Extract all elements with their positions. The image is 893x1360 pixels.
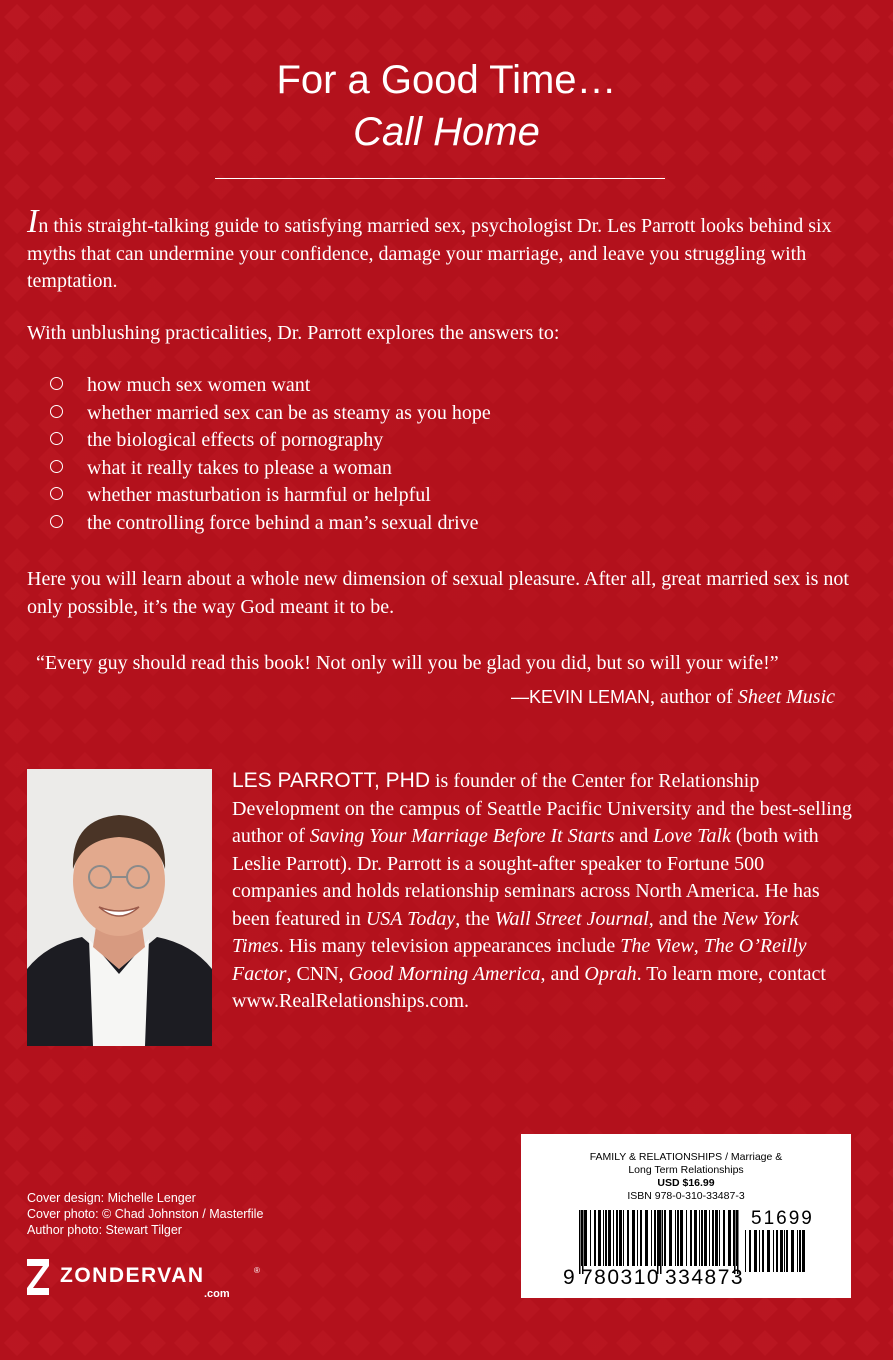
closing-paragraph: Here you will learn about a whole new dimension of sexual pleasure. After all, great married sex is not only possible, it’s the way God meant it to be. bbox=[27, 568, 849, 618]
circle-bullet-icon bbox=[50, 460, 63, 473]
list-item: what it really takes to please a woman bbox=[50, 455, 750, 483]
circle-bullet-icon bbox=[50, 377, 63, 390]
zondervan-mark-icon bbox=[27, 1259, 49, 1295]
price-addon-digits: 51699 bbox=[751, 1208, 814, 1229]
lead-paragraph: With unblushing practicalities, Dr. Parrott explores the answers to: bbox=[27, 322, 560, 344]
cover-credits bbox=[27, 1190, 263, 1238]
headline-divider bbox=[215, 178, 665, 179]
barcode-panel bbox=[521, 1134, 851, 1298]
author-portrait-illustration bbox=[27, 769, 212, 1046]
intro-text: n this straight-talking guide to satisfying married sex, psychologist Dr. Les Parrott looks behind six myths that can undermine your confidence, damage your marriage, and leave you struggling with temptation. bbox=[27, 215, 832, 292]
author-photo bbox=[27, 769, 212, 1046]
list-item: how much sex women want bbox=[50, 372, 750, 400]
bisac-category-line-1: FAMILY & RELATIONSHIPS / Marriage & bbox=[589, 1151, 783, 1163]
bisac-category-line-2: Long Term Relationships bbox=[628, 1164, 744, 1176]
headline-line-2: Call Home bbox=[353, 110, 540, 154]
cover-design-credit: Cover design: Michelle Lenger bbox=[27, 1191, 196, 1205]
endorser-book: Sheet Music bbox=[737, 686, 835, 708]
cover-photo-credit: Cover photo: © Chad Johnston / Masterfile bbox=[27, 1207, 264, 1221]
list-item: whether masturbation is harmful or helpful bbox=[50, 482, 750, 510]
ean-prefix-digit: 9 bbox=[563, 1266, 576, 1289]
author-name: LES PARROTT, PHD bbox=[232, 769, 430, 792]
author-photo-credit: Author photo: Stewart Tilger bbox=[27, 1223, 182, 1237]
ean-left-digits: 780310 bbox=[581, 1266, 661, 1289]
endorsement-attribution: —KEVIN LEMAN, author of Sheet Music bbox=[511, 686, 835, 708]
circle-bullet-icon bbox=[50, 515, 63, 528]
intro-paragraph bbox=[27, 203, 875, 296]
publisher-domain: .com bbox=[204, 1288, 230, 1300]
list-item: the biological effects of pornography bbox=[50, 427, 750, 455]
price: USD $16.99 bbox=[657, 1177, 715, 1189]
list-item: whether married sex can be as steamy as you hope bbox=[50, 400, 750, 428]
circle-bullet-icon bbox=[50, 405, 63, 418]
isbn-text: ISBN 978-0-310-33487-3 bbox=[627, 1190, 745, 1202]
intro-drop-cap: I bbox=[27, 203, 39, 240]
myth-bullet-list bbox=[50, 372, 750, 537]
registered-mark: ® bbox=[254, 1266, 260, 1275]
list-item: the controlling force behind a man’s sexual drive bbox=[50, 510, 750, 538]
endorser-name: KEVIN LEMAN bbox=[529, 687, 651, 707]
ean-right-digits: 334873 bbox=[665, 1266, 745, 1289]
author-bio: LES PARROTT, PHD is founder of the Center for Relationship Development on the campus of Seattle Pacific University and the best-selling author of Saving Your Marriage Before It Starts and Love Talk (both with Leslie Parrott). Dr. Parrott is a sought-after speaker to Fortune 500 companies and holds relationship seminars across North America. He has been featured in USA Today, the Wall Street Journal, and the New York Times. His many television appearances include The View, The O’Reilly Factor, CNN, Good Morning America, and Oprah. To learn more, contact www.RealRelationships.com. bbox=[232, 769, 852, 1012]
publisher-name: ZONDERVAN bbox=[60, 1264, 205, 1287]
headline-line-1: For a Good Time… bbox=[276, 58, 617, 102]
circle-bullet-icon bbox=[50, 487, 63, 500]
circle-bullet-icon bbox=[50, 432, 63, 445]
zondervan-logo bbox=[27, 1256, 267, 1302]
endorsement-quote: “Every guy should read this book! Not only will you be glad you did, but so will your wife!” bbox=[36, 652, 779, 674]
